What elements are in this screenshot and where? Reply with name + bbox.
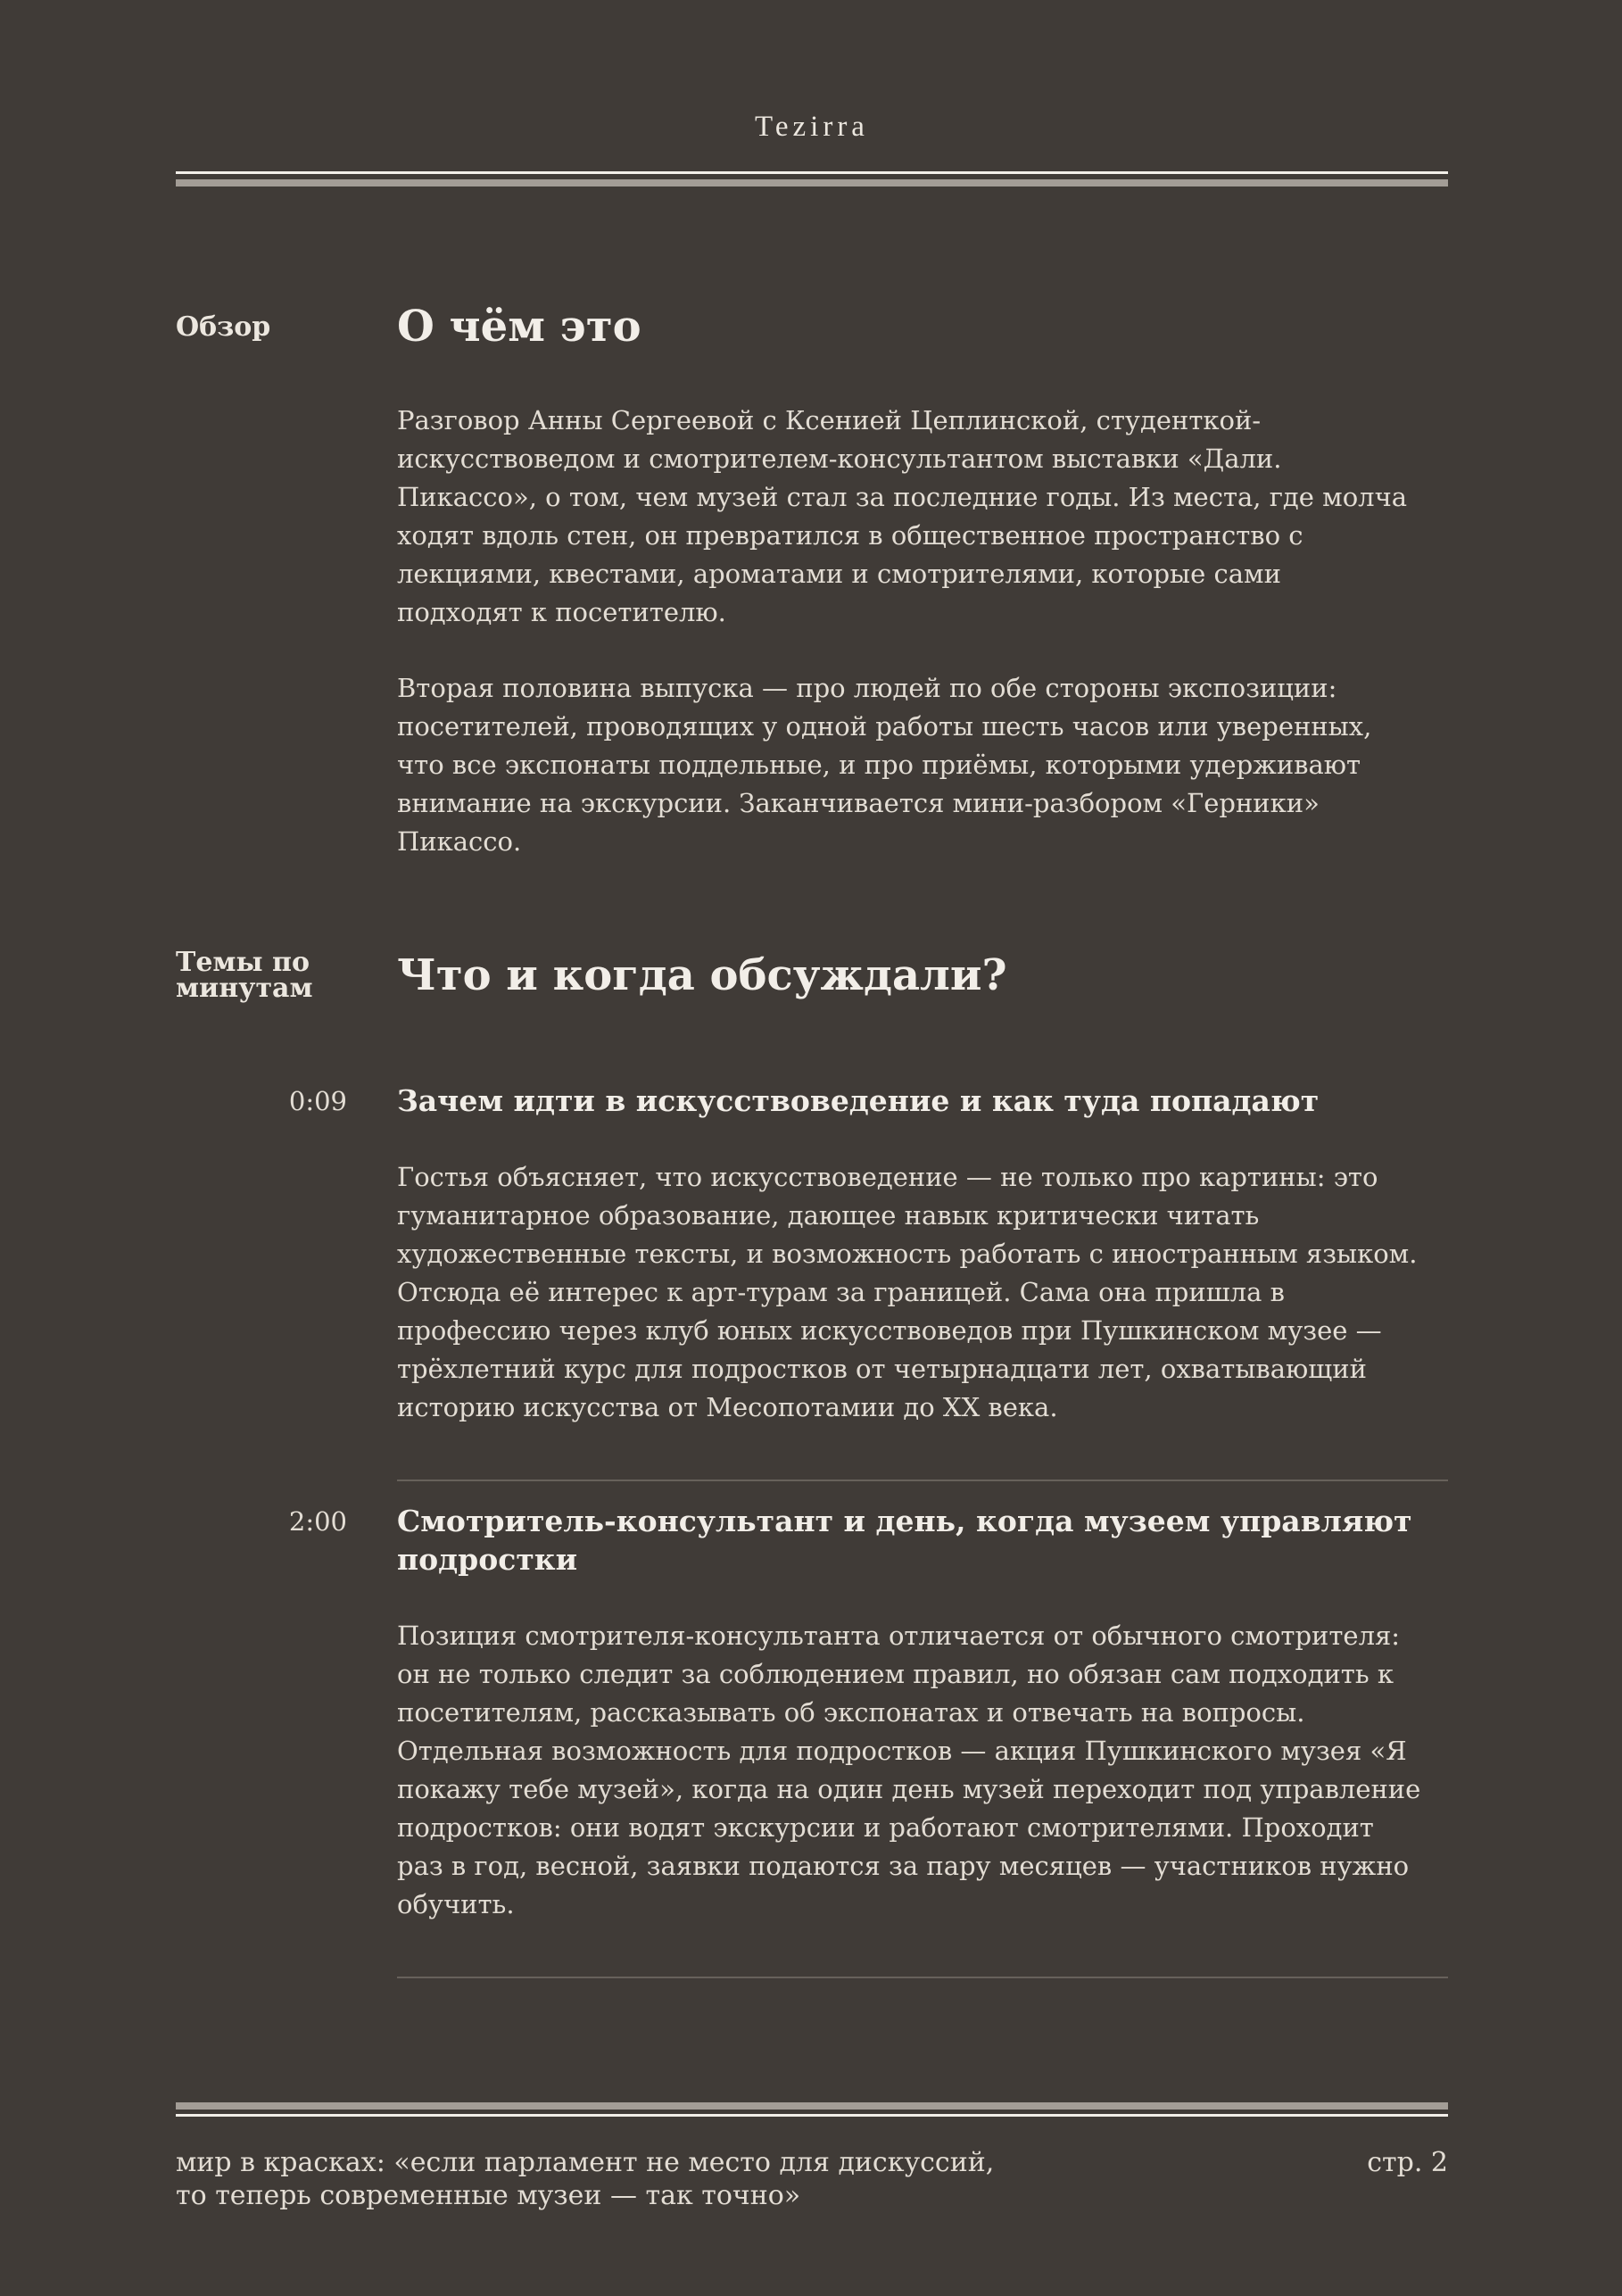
text-line: Отдельная возможность для подростков — акция Пушкинского музея «Я	[397, 1736, 1407, 1766]
topic-divider	[397, 1480, 1448, 1481]
text-line: обучить.	[397, 1889, 515, 1919]
text-line: искусствоведом и смотрителем-консультантом выставки «Дали.	[397, 443, 1282, 474]
text-line: посетителям, рассказывать об экспонатах и отвечать на вопросы.	[397, 1697, 1305, 1728]
topic-title	[397, 1082, 1450, 1120]
text-line: внимание на экскурсии. Заканчивается мини-разбором «Герники»	[397, 788, 1320, 818]
text-line: Отсюда её интерес к арт-турам за границей. Сама она пришла в	[397, 1277, 1285, 1307]
topic-divider	[397, 1977, 1448, 1978]
text-line: художественные тексты, и возможность работать с иностранным языком.	[397, 1239, 1418, 1269]
footer-title-line: то теперь современные музеи — так точно»	[176, 2180, 801, 2211]
header-rule-thin	[176, 171, 1448, 174]
header-rule-thick	[176, 179, 1448, 186]
text-line: посетителей, проводящих у одной работы шесть часов или уверенных,	[397, 711, 1372, 742]
topic-body	[397, 1617, 1450, 1924]
page-number: стр. 2	[1367, 2147, 1448, 2178]
text-line: он не только следит за соблюдением правил, но обязан сам подходить к	[397, 1659, 1394, 1689]
topic-timestamp: 2:00	[288, 1506, 347, 1537]
footer-rule-thin	[176, 2114, 1448, 2117]
topics-label-line: минутам	[176, 973, 313, 1004]
text-line: историю искусства от Месопотамии до XX века.	[397, 1392, 1058, 1422]
text-line: Пикассо», о том, чем музей стал за последние годы. Из места, где молча	[397, 482, 1408, 512]
topic-body	[397, 1158, 1450, 1427]
text-line: Вторая половина выпуска — про людей по обе стороны экспозиции:	[397, 673, 1337, 703]
text-line: подростков: они водят экскурсии и работают смотрителями. Проходит	[397, 1812, 1374, 1843]
overview-title: О чём это	[397, 302, 641, 352]
topic-timestamp: 0:09	[288, 1086, 347, 1116]
text-line: трёхлетний курс для подростков от четырнадцати лет, охватывающий	[397, 1354, 1367, 1384]
topic-title-line: Смотритель-консультант и день, когда музеем управляют	[397, 1504, 1412, 1538]
footer-title-line: мир в красках: «если парламент не место для дискуссий,	[176, 2147, 995, 2178]
topics-label-line: Темы по	[176, 947, 310, 978]
text-line: подходят к посетителю.	[397, 597, 726, 627]
text-line: покажу тебе музей», когда на один день музей переходит под управление	[397, 1774, 1421, 1804]
text-line: что все экспонаты поддельные, и про приёмы, которыми удерживают	[397, 750, 1361, 780]
text-line: гуманитарное образование, дающее навык критически читать	[397, 1200, 1260, 1231]
text-line: раз в год, весной, заявки подаются за пару месяцев — участников нужно	[397, 1851, 1410, 1881]
footer-rule-thick	[176, 2102, 1448, 2110]
text-line: лекциями, квестами, ароматами и смотрителями, которые сами	[397, 559, 1281, 589]
text-line: Пикассо.	[397, 826, 522, 857]
text-line: ходят вдоль стен, он превратился в общественное пространство с	[397, 520, 1303, 551]
overview-paragraph-2	[397, 669, 1450, 861]
page	[176, 0, 1448, 2296]
topic-title-line: подростки	[397, 1542, 578, 1577]
text-line: Позиция смотрителя-консультанта отличается от обычного смотрителя:	[397, 1620, 1401, 1651]
text-line: Разговор Анны Сергеевой с Ксенией Цеплинской, студенткой-	[397, 405, 1262, 435]
text-line: Гостья объясняет, что искусствоведение — не только про картины: это	[397, 1162, 1378, 1192]
overview-paragraph-1	[397, 402, 1450, 632]
topic-title	[397, 1502, 1450, 1579]
text-line: профессию через клуб юных искусствоведов при Пушкинском музее —	[397, 1315, 1382, 1346]
overview-label: Обзор	[176, 311, 271, 343]
brand-title: Tezirra	[755, 111, 869, 143]
footer-episode-title	[176, 2146, 1157, 2212]
topics-title: Что и когда обсуждали?	[397, 950, 1007, 1000]
topic-title-line: Зачем идти в искусствоведение и как туда попадают	[397, 1083, 1320, 1118]
topics-label	[176, 947, 345, 1004]
